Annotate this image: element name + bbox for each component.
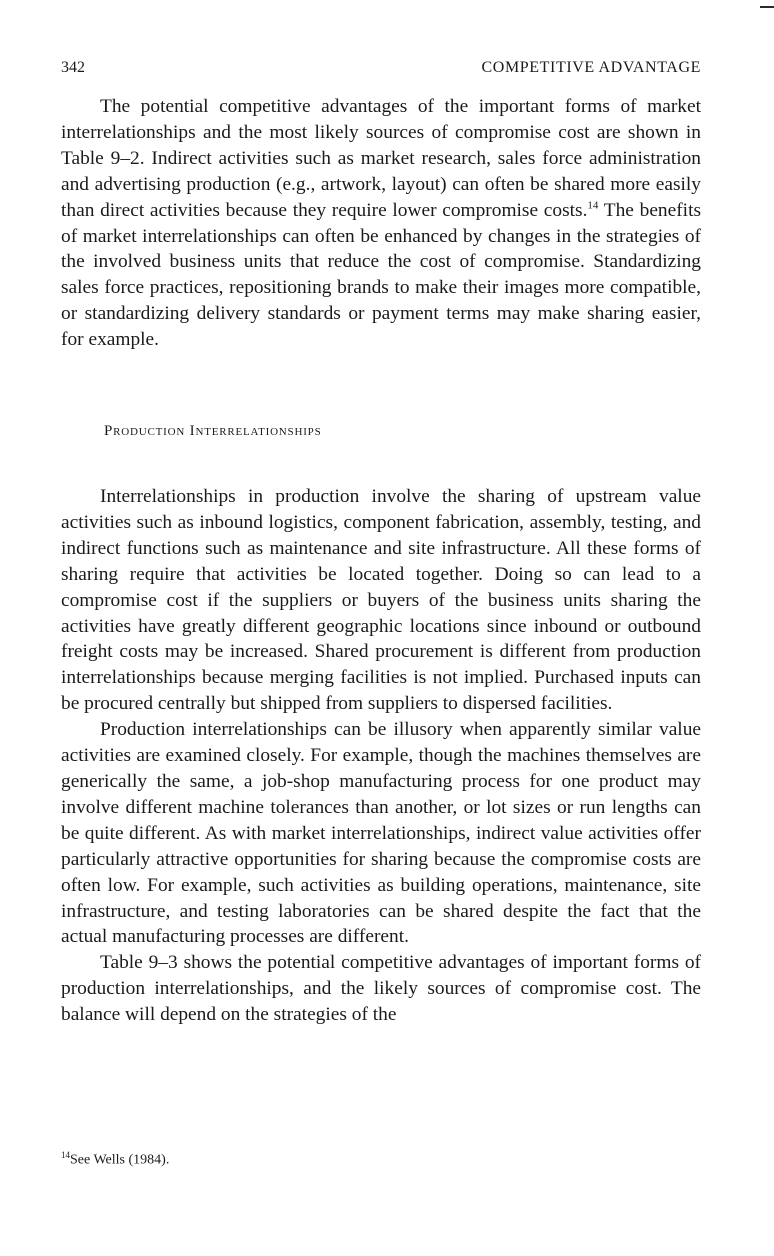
page-number: 342 <box>61 59 85 76</box>
running-title: COMPETITIVE ADVANTAGE <box>481 59 701 76</box>
footnote-text: See Wells (1984). <box>70 1152 170 1168</box>
paragraph-market-interrelationships <box>61 94 701 353</box>
section-heading: Production Interrelationships <box>104 423 322 439</box>
paragraph-table-reference: Table 9–3 shows the potential competitive advantages of important forms of production interrelationships, and the likely sources of compromise cost. The balance will depend on the strategies of the <box>61 952 701 1026</box>
section-body <box>61 484 701 1028</box>
footnote-number: 14 <box>61 1150 70 1160</box>
footnote-reference-14: 14 <box>587 199 599 212</box>
paragraph-illusory-interrelationships: Production interrelationships can be illusory when apparently similar value activities are examined closely. For example, though the machines themselves are generically the same, a job-shop manufacturing process for one product may involve different machine tolerances than another, or lot sizes or run lengths can be quite different. As with market interrelationships, indirect value activities offer particularly attractive opportunities for sharing because the compromise costs are often low. For example, such activities as building operations, maintenance, site infrastructure, and testing laboratories can be shared despite the fact that the actual manufacturing processes are different. <box>61 719 701 948</box>
page-edge-mark <box>760 6 774 8</box>
paragraph-production-sharing: Interrelationships in production involve the sharing of upstream value activities such as inbound logistics, component fabrication, assembly, testing, and indirect functions such as maintenance and site infrastructure. All these forms of sharing require that activities be located together. Doing so can lead to a compromise cost if the suppliers or buyers of the business units sharing the activities have greatly different geographic locations since inbound or outbound freight costs may be increased. Shared procurement is different from production interrelationships because merging facilities is not implied. Purchased inputs can be procured centrally but shipped from suppliers to dispersed facilities. <box>61 486 701 715</box>
paragraph-text-part-2: The benefits of market interrelationships can often be enhanced by changes in the strategies of the involved business units that reduce the cost of compromise. Standardizing sales force practices, repositioning brands to make their images more compatible, or standardizing delivery standards or payment terms may make sharing easier, for example. <box>61 199 702 351</box>
running-head <box>61 59 701 83</box>
paragraph-text-part-1: The potential competitive advantages of the important forms of market interrelationships and the most likely sources of compromise cost are shown in Table 9–2. Indirect activities such as market research, sales force administration and advertising production (e.g., artwork, layout) can often be shared more easily than direct activities because they require lower compromise costs. <box>61 96 701 221</box>
body-text-top <box>61 94 701 353</box>
footnote <box>61 1150 169 1169</box>
